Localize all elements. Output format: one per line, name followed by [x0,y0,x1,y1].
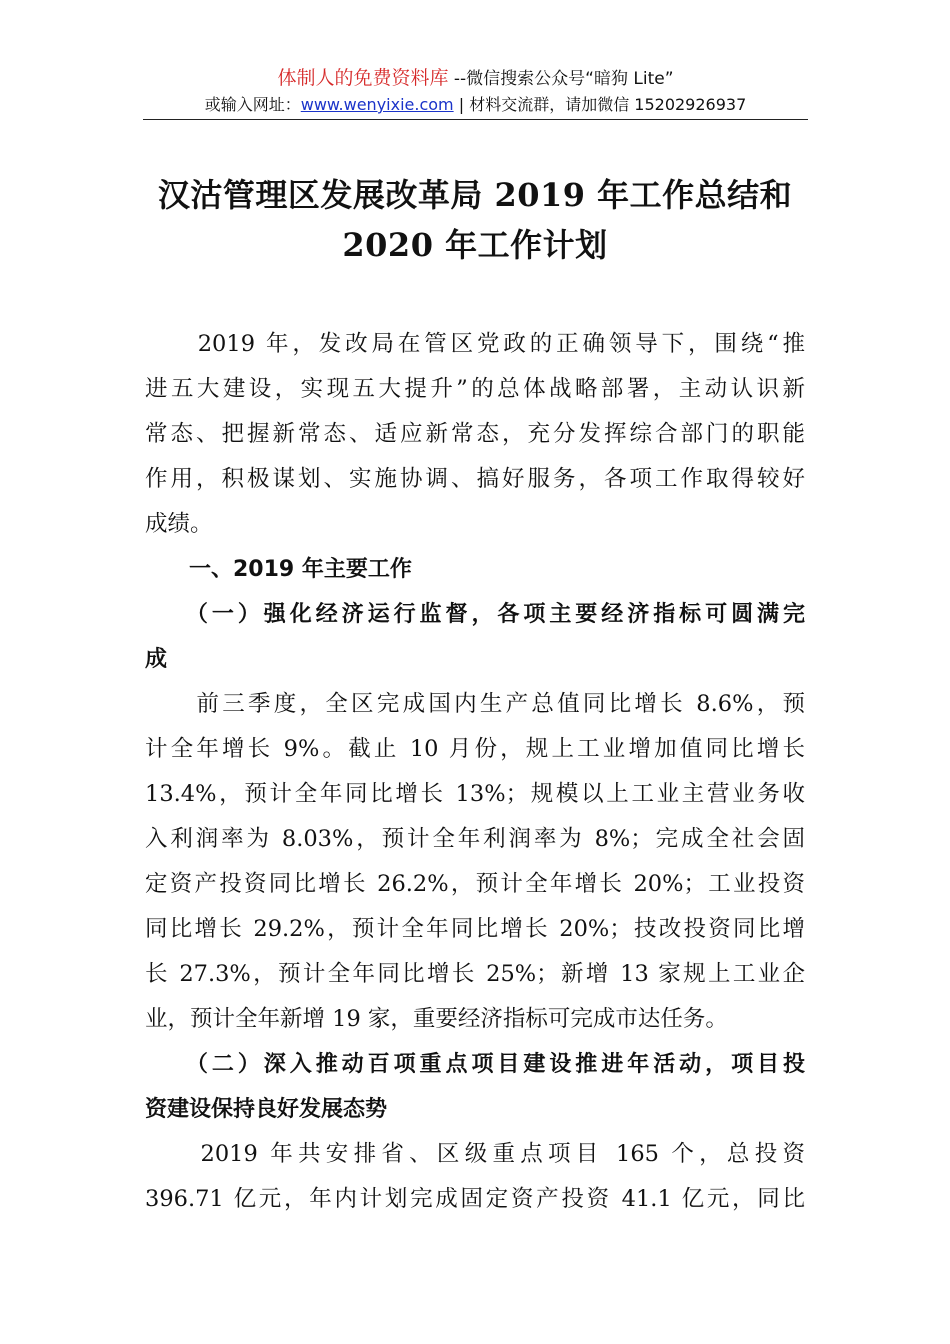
key-projects-paragraph [145,1132,805,1222]
heading-line: 资建设保持良好发展态势 [145,1097,388,1122]
text-line: 常态、把握新常态、适应新常态，充分发挥综合部门的职能 [145,421,805,447]
text-line: 成绩。 [145,511,213,537]
heading-line: （一）强化经济运行监督，各项主要经济指标可圆满完 [145,602,805,627]
header-url-prefix: 或输入网址： [204,95,301,114]
text-line: 前三季度，全区完成国内生产总值同比增长 8.6%，预 [145,691,805,717]
intro-paragraph [145,322,805,547]
text-line: 13.4%，预计全年同比增长 13%；规模以上工业主营业务收 [145,781,805,807]
heading-line: 一、2019 年主要工作 [145,557,412,582]
header-contact: | 材料交流群，请加微信 15202926937 [453,95,747,114]
economic-indicators-paragraph [145,682,805,1042]
header-line-2 [143,94,808,116]
heading-line: 成 [145,647,168,672]
title-line-2: 2020 年工作计划 [342,226,608,264]
text-line: 同比增长 29.2%，预计全年同比增长 20%；技改投资同比增 [145,916,805,942]
header-divider [143,119,808,120]
header-tagline: --微信搜索公众号“暗狗 Lite” [448,69,674,89]
header-url-link[interactable]: www.wenyixie.com [300,95,454,114]
header-brand: 体制人的免费资料库 [277,67,449,89]
text-line: 396.71 亿元，年内计划完成固定资产投资 41.1 亿元，同比 [145,1186,805,1212]
document-title [100,170,850,270]
header-line-1 [143,66,808,91]
text-line: 进五大建设，实现五大提升”的总体战略部署，主动认识新 [145,376,805,402]
subsection-heading-1 [145,592,805,682]
text-line: 长 27.3%，预计全年同比增长 25%；新增 13 家规上工业企 [145,961,805,987]
subsection-heading-2 [145,1042,805,1132]
title-line-1: 汉沽管理区发展改革局 2019 年工作总结和 [157,176,793,214]
text-line: 2019 年，发改局在管区党政的正确领导下，围绕“推 [145,331,805,357]
text-line: 业，预计全年新增 19 家，重要经济指标可完成市达任务。 [145,1006,728,1032]
heading-line: （二）深入推动百项重点项目建设推进年活动，项目投 [145,1052,805,1077]
text-line: 2019 年共安排省、区级重点项目 165 个，总投资 [145,1141,805,1167]
text-line: 作用，积极谋划、实施协调、搞好服务，各项工作取得较好 [145,466,805,492]
section-heading-1 [145,547,805,592]
text-line: 定资产投资同比增长 26.2%，预计全年增长 20%；工业投资 [145,871,805,897]
text-line: 计全年增长 9%。截止 10 月份，规上工业增加值同比增长 [145,736,805,762]
text-line: 入利润率为 8.03%，预计全年利润率为 8%；完成全社会固 [145,826,805,852]
page-header [143,66,808,116]
